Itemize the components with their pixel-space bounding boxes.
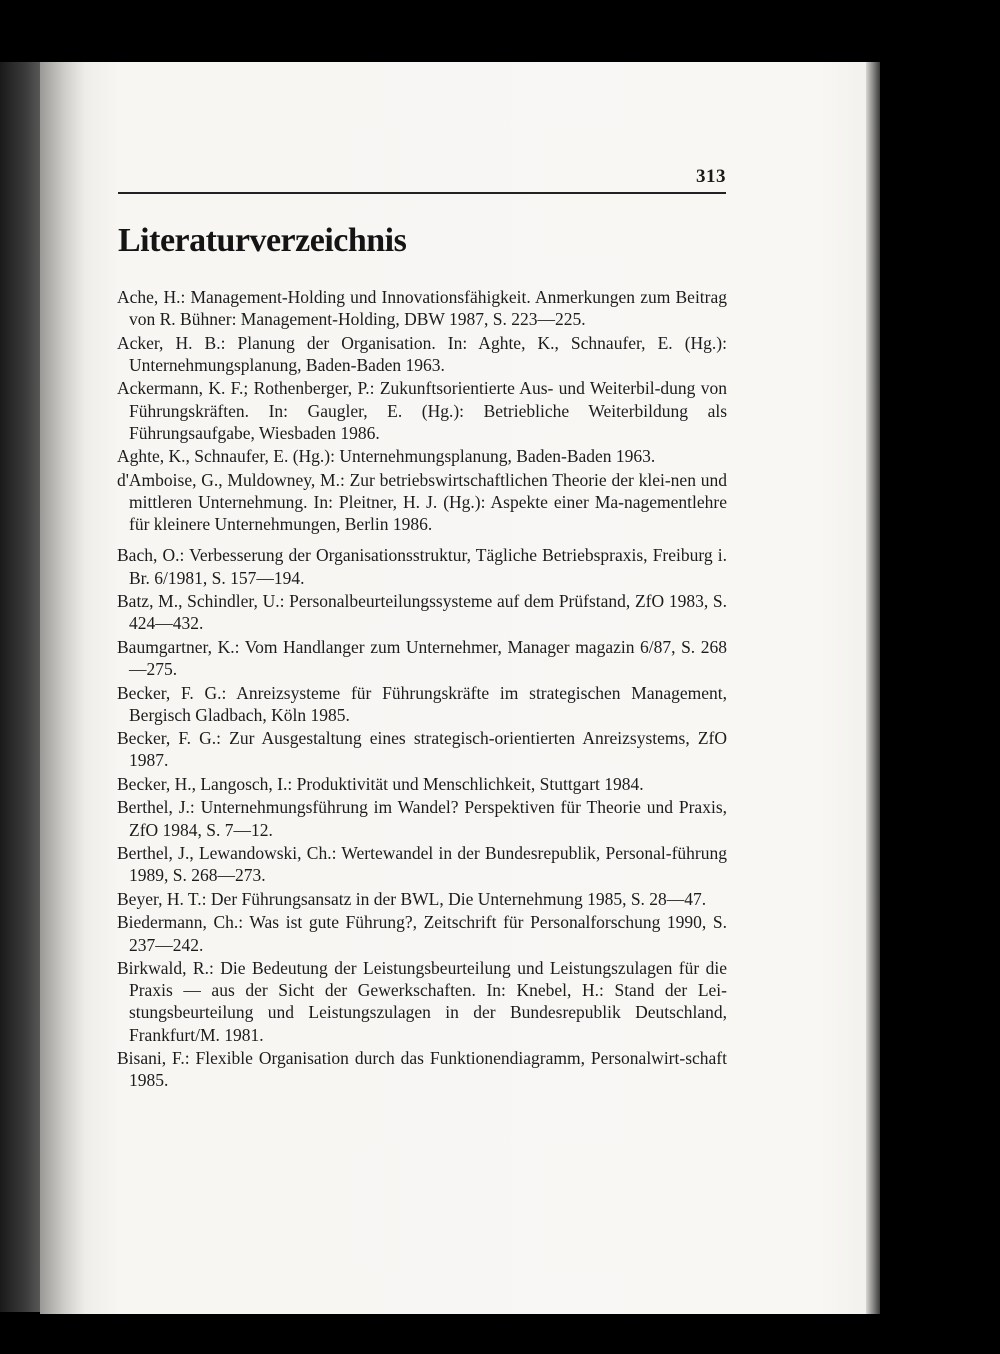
- bibliography-entry: [117, 682, 727, 726]
- entry-line: Beitrag von R. Bühner: Management-Holding, DBW 1987, S. 223—225.: [129, 287, 728, 330]
- bibliography-list: [117, 286, 727, 1093]
- entry-line: S. 268—275.: [129, 636, 727, 680]
- entry-line: Bisani, F.: Flexible Organisation durch das Funktionendiagramm, Personalwirt-: [117, 1048, 686, 1069]
- entry-line: die Praxis — aus der Sicht der Gewerkschaften. In: Knebel, H.: Stand der Lei-: [129, 958, 728, 1001]
- entry-line: Frankfurt/M. 1981.: [129, 1024, 264, 1045]
- bibliography-entry: [117, 911, 727, 955]
- entry-line: d'Amboise, G., Muldowney, M.: Zur betriebswirtschaftlichen Theorie der klei-: [117, 469, 671, 490]
- entry-line: als Führungsaufgabe, Wiesbaden 1986.: [129, 400, 728, 443]
- bibliography-entry: [117, 286, 727, 330]
- entry-line: 1983, S. 424—432.: [129, 591, 727, 634]
- bibliography-entry: [117, 773, 727, 795]
- entry-line: Unternehmungsplanung, Baden-Baden 1963.: [129, 354, 445, 375]
- entry-line: Bergisch Gladbach, Köln 1985.: [129, 704, 350, 725]
- entry-line: Aghte, K., Schnaufer, E. (Hg.): Unternehmungsplanung, Baden-Baden 1963.: [117, 446, 656, 467]
- bibliography-entry: [117, 888, 727, 910]
- bibliography-entry: [117, 796, 727, 840]
- entry-line: Bach, O.: Verbesserung der Organisationsstruktur, Tägliche Betriebspraxis,: [117, 545, 648, 566]
- bibliography-entry: [117, 636, 727, 680]
- entry-line: Beyer, H. T.: Der Führungsansatz in der BWL, Die Unternehmung 1985,: [117, 888, 627, 909]
- entry-line: S. 28—47.: [630, 888, 707, 909]
- bibliography-entry: [117, 842, 727, 886]
- header-rule: [118, 192, 726, 194]
- entry-line: Ache, H.: Management-Holding und Innovationsfähigkeit. Anmerkungen zum: [117, 287, 671, 307]
- entry-line: stungsbeurteilung und Leistungszulagen in der Bundesrepublik Deutschland,: [129, 1002, 727, 1023]
- entry-line: Freiburg i. Br. 6/1981, S. 157—194.: [129, 545, 727, 588]
- entry-line: führung 1989, S. 268—273.: [129, 843, 727, 886]
- entry-line: Baumgartner, K.: Vom Handlanger zum Unternehmer, Manager magazin 6/87,: [117, 636, 676, 657]
- bibliography-entry: [117, 957, 727, 1046]
- bibliography-entry: [117, 1047, 727, 1091]
- page-number: 313: [696, 166, 726, 187]
- entry-line: schaft 1985.: [129, 1048, 727, 1091]
- entry-line: nagementlehre für kleinere Unternehmungen, Berlin 1986.: [129, 492, 727, 535]
- bibliography-entry: [117, 332, 727, 376]
- bibliography-entry: [117, 544, 727, 588]
- bibliography-entry: [117, 469, 727, 536]
- bibliography-entry: [117, 377, 727, 444]
- entry-line: Berthel, J.: Unternehmungsführung im Wandel? Perspektiven für Theorie und: [117, 797, 674, 818]
- entry-line: Becker, H., Langosch, I.: Produktivität und Menschlichkeit, Stuttgart 1984.: [117, 773, 644, 794]
- entry-line: nen und mittleren Unternehmung. In: Pleitner, H. J. (Hg.): Aspekte einer Ma-: [129, 469, 727, 513]
- entry-line: 1990, S. 237—242.: [129, 912, 727, 955]
- entry-line: Praxis, ZfO 1984, S. 7—12.: [129, 797, 727, 840]
- entry-line: Berthel, J., Lewandowski, Ch.: Wertewandel in der Bundesrepublik, Personal-: [117, 843, 672, 864]
- entry-line: Birkwald, R.: Die Bedeutung der Leistungsbeurteilung und Leistungszulagen für: [117, 958, 700, 979]
- page-edge-shadow: [866, 62, 880, 1314]
- bibliography-entry: [117, 590, 727, 634]
- entry-line: Becker, F. G.: Anreizsysteme für Führungskräfte im strategischen Management,: [117, 682, 727, 703]
- entry-line: Becker, F. G.: Zur Ausgestaltung eines strategisch-orientierten Anreizsystems,: [117, 728, 690, 749]
- page-title: Literaturverzeichnis: [118, 222, 407, 259]
- entry-line: Batz, M., Schindler, U.: Personalbeurteilungssysteme auf dem Prüfstand, ZfO: [117, 591, 665, 612]
- entry-line: dung von Führungskräften. In: Gaugler, E. (Hg.): Betriebliche Weiterbildung: [129, 378, 727, 421]
- bibliography-entry: [117, 445, 727, 467]
- bibliography-entry: [117, 727, 727, 771]
- entry-line: Ackermann, K. F.; Rothenberger, P.: Zukunftsorientierte Aus- und Weiterbil-: [117, 378, 661, 399]
- entry-line: Acker, H. B.: Planung der Organisation. In: Aghte, K., Schnaufer, E. (Hg.):: [117, 332, 727, 353]
- entry-line: ZfO 1987.: [129, 728, 727, 771]
- entry-line: Biedermann, Ch.: Was ist gute Führung?, Zeitschrift für Personalforschung: [117, 912, 661, 933]
